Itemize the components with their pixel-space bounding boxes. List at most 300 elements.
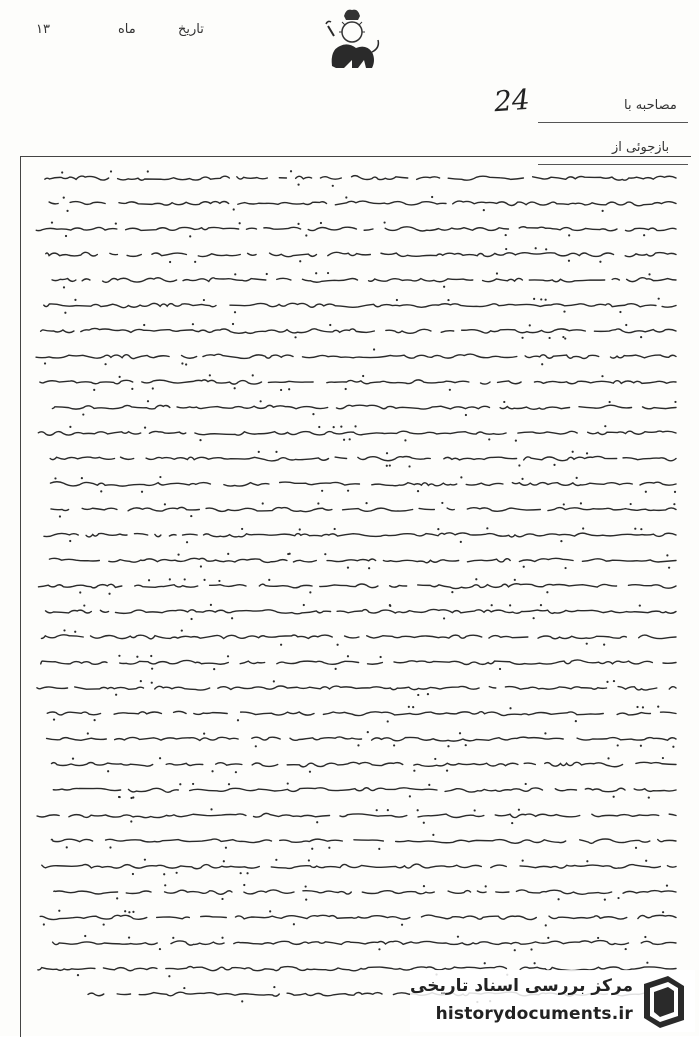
diacritic-dot xyxy=(65,235,67,237)
diacritic-dot xyxy=(189,235,191,237)
diacritic-dot xyxy=(488,438,490,440)
diacritic-dot xyxy=(378,848,380,850)
diacritic-dot xyxy=(107,770,109,772)
diacritic-dot xyxy=(309,771,311,773)
diacritic-dot xyxy=(118,796,120,798)
diacritic-dot xyxy=(521,337,523,339)
diacritic-dot xyxy=(643,234,645,236)
diacritic-dot xyxy=(603,644,605,646)
diacritic-dot xyxy=(499,668,501,670)
diacritic-dot xyxy=(299,260,301,262)
diacritic-dot xyxy=(511,822,513,824)
diacritic-dot xyxy=(147,400,149,402)
diacritic-dot xyxy=(203,733,205,735)
diacritic-dot xyxy=(159,476,161,478)
diacritic-dot xyxy=(619,311,621,313)
diacritic-dot xyxy=(132,873,134,875)
diacritic-dot xyxy=(540,604,542,606)
diacritic-dot xyxy=(514,579,516,581)
diacritic-dot xyxy=(597,937,599,939)
diacritic-dot xyxy=(130,820,132,822)
handwritten-line xyxy=(44,303,676,307)
diacritic-dot xyxy=(69,426,71,428)
diacritic-dot xyxy=(607,757,609,759)
diacritic-dot xyxy=(447,299,449,301)
diacritic-dot xyxy=(287,553,289,555)
diacritic-dot xyxy=(428,784,430,786)
diacritic-dot xyxy=(203,579,205,581)
diacritic-dot xyxy=(518,464,520,466)
diacritic-dot xyxy=(318,426,320,428)
diacritic-dot xyxy=(280,389,282,391)
diacritic-dot xyxy=(491,604,493,606)
diacritic-dot xyxy=(228,783,230,785)
diacritic-dot xyxy=(640,336,642,338)
diacritic-dot xyxy=(617,744,619,746)
handwritten-body xyxy=(28,170,688,1036)
diacritic-dot xyxy=(380,656,382,658)
diacritic-dot xyxy=(297,223,299,225)
handwritten-line xyxy=(53,941,676,946)
diacritic-dot xyxy=(332,185,334,187)
watermark xyxy=(410,970,695,1032)
diacritic-dot xyxy=(192,783,194,785)
diacritic-dot xyxy=(294,336,296,338)
diacritic-dot xyxy=(51,221,53,223)
diacritic-dot xyxy=(334,528,336,530)
diacritic-dot xyxy=(646,962,648,964)
diacritic-dot xyxy=(147,170,149,172)
diacritic-dot xyxy=(115,222,117,224)
diacritic-dot xyxy=(601,375,603,377)
diacritic-dot xyxy=(333,426,335,428)
diacritic-dot xyxy=(347,490,349,492)
diacritic-dot xyxy=(373,348,375,350)
diacritic-dot xyxy=(309,591,311,593)
diacritic-dot xyxy=(211,770,213,772)
diacritic-dot xyxy=(186,541,188,543)
diacritic-dot xyxy=(305,234,307,236)
diacritic-dot xyxy=(275,451,277,453)
diacritic-dot xyxy=(316,821,318,823)
diacritic-dot xyxy=(635,847,637,849)
diacritic-dot xyxy=(118,655,120,657)
diacritic-dot xyxy=(642,706,644,708)
diacritic-dot xyxy=(443,617,445,619)
year-prefix: ۱۳ xyxy=(36,22,50,37)
date-label: تاریخ xyxy=(178,22,204,37)
watermark-site: historydocuments.ir xyxy=(435,1004,633,1024)
diacritic-dot xyxy=(74,299,76,301)
diacritic-dot xyxy=(523,566,525,568)
month-label: ماه xyxy=(118,22,136,37)
handwritten-line xyxy=(46,609,676,613)
diacritic-dot xyxy=(100,490,102,492)
diacritic-dot xyxy=(232,323,234,325)
diacritic-dot xyxy=(234,273,236,275)
handwritten-line xyxy=(40,380,676,384)
diacritic-dot xyxy=(460,541,462,543)
diacritic-dot xyxy=(144,859,146,861)
diacritic-dot xyxy=(169,261,171,263)
diacritic-dot xyxy=(234,311,236,313)
handwritten-line xyxy=(46,252,676,256)
diacritic-dot xyxy=(235,771,237,773)
diacritic-dot xyxy=(572,451,574,453)
diacritic-dot xyxy=(255,745,257,747)
diacritic-dot xyxy=(582,527,584,529)
diacritic-dot xyxy=(225,847,227,849)
diacritic-dot xyxy=(132,911,134,913)
diacritic-dot xyxy=(203,299,205,301)
handwritten-line xyxy=(52,405,676,409)
handwritten-line xyxy=(50,456,676,460)
diacritic-dot xyxy=(662,911,664,913)
handwritten-line xyxy=(52,762,676,767)
diacritic-dot xyxy=(383,221,385,223)
diacritic-dot xyxy=(190,515,192,517)
diacritic-dot xyxy=(347,567,349,569)
diacritic-dot xyxy=(575,720,577,722)
handwritten-line xyxy=(44,533,676,537)
diacritic-dot xyxy=(94,719,96,721)
diacritic-dot xyxy=(328,847,330,849)
diacritic-dot xyxy=(54,477,56,479)
diacritic-dot xyxy=(64,312,66,314)
diacritic-dot xyxy=(431,196,433,198)
handwritten-line xyxy=(49,558,676,562)
lion-and-sun-emblem-icon xyxy=(322,6,382,74)
diacritic-dot xyxy=(518,809,520,811)
diacritic-dot xyxy=(349,438,351,440)
diacritic-dot xyxy=(61,171,63,173)
diacritic-dot xyxy=(128,936,130,938)
diacritic-dot xyxy=(181,362,183,364)
diacritic-dot xyxy=(87,732,89,734)
diacritic-dot xyxy=(446,770,448,772)
handwritten-line xyxy=(52,278,676,283)
diacritic-dot xyxy=(485,885,487,887)
diacritic-dot xyxy=(324,553,326,555)
interrogation-label: بازجوئی از xyxy=(612,140,670,155)
diacritic-dot xyxy=(609,401,611,403)
diacritic-dot xyxy=(221,898,223,900)
diacritic-dot xyxy=(673,503,675,505)
diacritic-dot xyxy=(148,579,150,581)
diacritic-dot xyxy=(192,323,194,325)
diacritic-dot xyxy=(335,668,337,670)
diacritic-dot xyxy=(269,910,271,912)
diacritic-dot xyxy=(210,808,212,810)
diacritic-dot xyxy=(200,565,202,567)
diacritic-dot xyxy=(357,744,359,746)
diacritic-dot xyxy=(234,387,236,389)
diacritic-dot xyxy=(515,439,517,441)
diacritic-dot xyxy=(231,617,233,619)
diacritic-dot xyxy=(648,796,650,798)
diacritic-dot xyxy=(640,745,642,747)
diacritic-dot xyxy=(362,375,364,377)
diacritic-dot xyxy=(640,528,642,530)
diacritic-dot xyxy=(136,656,138,658)
handwritten-line xyxy=(42,864,676,869)
diacritic-dot xyxy=(475,578,477,580)
diacritic-dot xyxy=(602,210,604,212)
diacritic-dot xyxy=(340,426,342,428)
diacritic-dot xyxy=(503,401,505,403)
diacritic-dot xyxy=(625,948,627,950)
diacritic-dot xyxy=(563,310,565,312)
diacritic-dot xyxy=(386,452,388,454)
diacritic-dot xyxy=(140,680,142,682)
diacritic-dot xyxy=(636,706,638,708)
diacritic-dot xyxy=(658,298,660,300)
archive-logo-icon xyxy=(638,972,690,1030)
diacritic-dot xyxy=(368,567,370,569)
diacritic-dot xyxy=(213,668,215,670)
diacritic-dot xyxy=(240,872,242,874)
diacritic-dot xyxy=(303,604,305,606)
diacritic-dot xyxy=(266,273,268,275)
diacritic-dot xyxy=(634,528,636,530)
diacritic-dot xyxy=(534,962,536,964)
diacritic-dot xyxy=(63,197,65,199)
diacritic-dot xyxy=(74,631,76,633)
diacritic-dot xyxy=(119,376,121,378)
diacritic-dot xyxy=(183,987,185,989)
diacritic-dot xyxy=(674,491,676,493)
handwritten-line xyxy=(41,328,676,333)
diacritic-dot xyxy=(336,644,338,646)
diacritic-dot xyxy=(130,797,132,799)
handwritten-line xyxy=(51,507,676,511)
diacritic-dot xyxy=(666,885,668,887)
diacritic-dot xyxy=(423,822,425,824)
diacritic-dot xyxy=(568,260,570,262)
diacritic-dot xyxy=(345,388,347,390)
diacritic-dot xyxy=(514,949,516,951)
diacritic-dot xyxy=(387,720,389,722)
diacritic-dot xyxy=(233,208,235,210)
diacritic-dot xyxy=(525,783,527,785)
diacritic-dot xyxy=(505,234,507,236)
diacritic-dot xyxy=(535,247,537,249)
handwritten-line xyxy=(36,354,676,359)
diacritic-dot xyxy=(315,272,317,274)
diacritic-dot xyxy=(617,897,619,899)
diacritic-dot xyxy=(84,935,86,937)
diacritic-dot xyxy=(299,528,301,530)
diacritic-dot xyxy=(625,324,627,326)
diacritic-dot xyxy=(648,273,650,275)
diacritic-dot xyxy=(252,374,254,376)
diacritic-dot xyxy=(564,337,566,339)
diacritic-dot xyxy=(521,478,523,480)
diacritic-dot xyxy=(246,872,248,874)
diacritic-dot xyxy=(168,975,170,977)
diacritic-dot xyxy=(69,540,71,542)
diacritic-dot xyxy=(666,554,668,556)
diacritic-dot xyxy=(544,732,546,734)
diacritic-dot xyxy=(308,859,310,861)
diacritic-dot xyxy=(522,860,524,862)
diacritic-dot xyxy=(545,299,547,301)
diacritic-dot xyxy=(110,170,112,172)
diacritic-dot xyxy=(288,388,290,390)
diacritic-dot xyxy=(258,451,260,453)
diacritic-dot xyxy=(273,680,275,682)
diacritic-dot xyxy=(128,911,130,913)
diacritic-dot xyxy=(227,655,229,657)
diacritic-dot xyxy=(190,618,192,620)
diacritic-dot xyxy=(109,846,111,848)
diacritic-dot xyxy=(43,923,45,925)
diacritic-dot xyxy=(164,503,166,505)
diacritic-dot xyxy=(104,363,106,365)
diacritic-dot xyxy=(185,363,187,365)
diacritic-dot xyxy=(141,491,143,493)
diacritic-dot xyxy=(441,502,443,504)
diacritic-dot xyxy=(159,948,161,950)
handwritten-line xyxy=(38,431,676,435)
diacritic-dot xyxy=(541,363,543,365)
diacritic-dot xyxy=(184,578,186,580)
handwritten-line xyxy=(36,227,676,231)
diacritic-dot xyxy=(77,974,79,976)
diacritic-dot xyxy=(483,209,485,211)
diacritic-dot xyxy=(354,425,356,427)
diacritic-dot xyxy=(465,744,467,746)
diacritic-dot xyxy=(460,476,462,478)
diacritic-dot xyxy=(413,770,415,772)
diacritic-dot xyxy=(63,286,65,288)
diacritic-dot xyxy=(268,579,270,581)
handwritten-lines xyxy=(28,170,688,1036)
handwritten-line xyxy=(47,737,676,741)
diacritic-dot xyxy=(662,757,664,759)
diacritic-dot xyxy=(562,336,564,338)
handwritten-line xyxy=(47,711,676,715)
diacritic-dot xyxy=(241,1000,243,1002)
handwritten-line xyxy=(50,482,676,486)
diacritic-dot xyxy=(227,553,229,555)
diacritic-dot xyxy=(533,617,535,619)
diacritic-dot xyxy=(345,196,347,198)
diacritic-dot xyxy=(273,986,275,988)
diacritic-dot xyxy=(412,706,414,708)
diacritic-dot xyxy=(423,885,425,887)
diacritic-dot xyxy=(613,680,615,682)
diacritic-dot xyxy=(408,706,410,708)
diacritic-dot xyxy=(347,655,349,657)
diacritic-dot xyxy=(305,885,307,887)
diacritic-dot xyxy=(287,782,289,784)
diacritic-dot xyxy=(365,502,367,504)
diacritic-dot xyxy=(644,936,646,938)
diacritic-dot xyxy=(152,387,154,389)
diacritic-dot xyxy=(103,923,105,925)
diacritic-dot xyxy=(484,962,486,964)
diacritic-dot xyxy=(179,783,181,785)
diacritic-dot xyxy=(540,298,542,300)
diacritic-dot xyxy=(657,706,659,708)
diacritic-dot xyxy=(108,593,110,595)
diacritic-dot xyxy=(79,591,81,593)
diacritic-dot xyxy=(486,527,488,529)
diacritic-dot xyxy=(83,604,85,606)
diacritic-dot xyxy=(376,809,378,811)
diacritic-dot xyxy=(260,400,262,402)
diacritic-dot xyxy=(393,744,395,746)
diacritic-dot xyxy=(329,324,331,326)
diacritic-dot xyxy=(389,604,391,606)
diacritic-dot xyxy=(241,528,243,530)
diacritic-dot xyxy=(210,604,212,606)
diacritic-dot xyxy=(586,643,588,645)
diacritic-dot xyxy=(451,591,453,593)
handwritten-line xyxy=(45,176,676,181)
diacritic-dot xyxy=(367,731,369,733)
diacritic-dot xyxy=(465,414,467,416)
diacritic-dot xyxy=(563,503,565,505)
diacritic-dot xyxy=(321,490,323,492)
diacritic-dot xyxy=(576,477,578,479)
interview-rule xyxy=(538,122,688,123)
diacritic-dot xyxy=(417,809,419,811)
diacritic-dot xyxy=(151,668,153,670)
handwritten-line xyxy=(41,660,676,665)
diacritic-dot xyxy=(181,629,183,631)
diacritic-dot xyxy=(474,809,476,811)
diacritic-dot xyxy=(93,389,95,391)
diacritic-dot xyxy=(237,719,239,721)
diacritic-dot xyxy=(143,324,145,326)
diacritic-dot xyxy=(417,694,419,696)
diacritic-dot xyxy=(639,604,641,606)
diacritic-dot xyxy=(447,745,449,747)
diacritic-dot xyxy=(290,170,292,172)
diacritic-dot xyxy=(401,924,403,926)
interview-label: مصاحبه با xyxy=(624,98,677,113)
diacritic-dot xyxy=(150,655,152,657)
diacritic-dot xyxy=(496,272,498,274)
diacritic-dot xyxy=(151,682,153,684)
diacritic-dot xyxy=(645,860,647,862)
diacritic-dot xyxy=(81,477,83,479)
handwritten-line xyxy=(40,915,676,920)
diacritic-dot xyxy=(387,809,389,811)
handwritten-line xyxy=(37,813,676,817)
diacritic-dot xyxy=(199,439,201,441)
diacritic-dot xyxy=(72,758,74,760)
diacritic-dot xyxy=(169,578,171,580)
page-number: 24 xyxy=(492,82,531,119)
diacritic-dot xyxy=(505,248,507,250)
diacritic-dot xyxy=(417,490,419,492)
diacritic-dot xyxy=(645,491,647,493)
diacritic-dot xyxy=(586,452,588,454)
diacritic-dot xyxy=(396,299,398,301)
diacritic-dot xyxy=(275,859,277,861)
diacritic-dot xyxy=(311,848,313,850)
diacritic-dot xyxy=(409,795,411,797)
diacritic-dot xyxy=(545,248,547,250)
diacritic-dot xyxy=(674,401,676,403)
diacritic-dot xyxy=(459,732,461,734)
handwritten-line xyxy=(38,584,676,589)
diacritic-dot xyxy=(59,515,61,517)
diacritic-dot xyxy=(580,502,582,504)
